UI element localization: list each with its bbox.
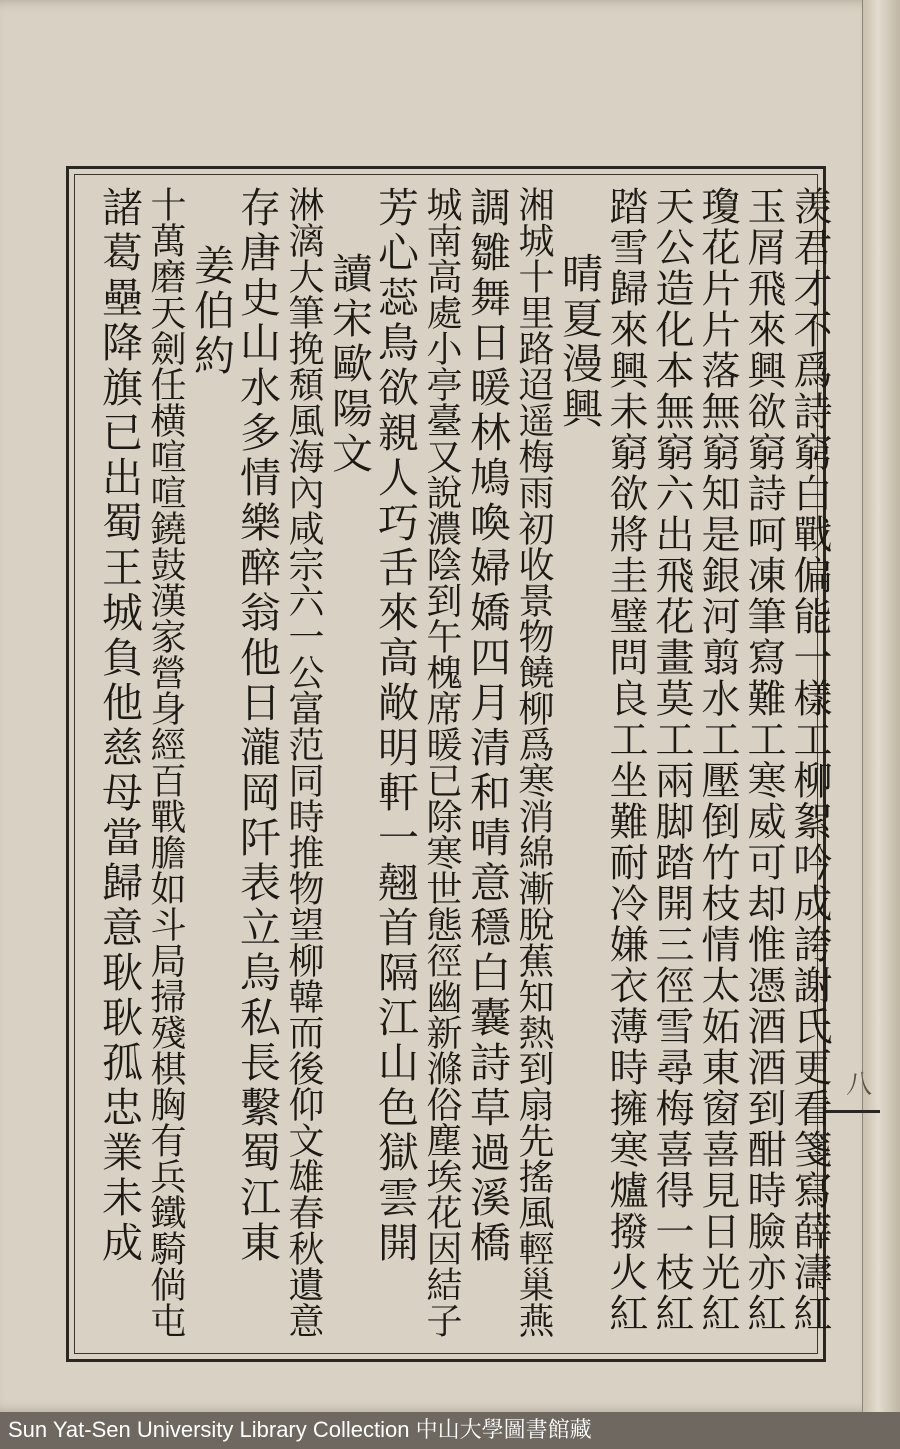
text-column: 湘城十里路迢遥梅雨初收景物饒柳爲寒消綿漸脫蕉知熱到扇先搖風輕巢燕: [513, 186, 554, 1338]
folio-number: 八: [846, 1070, 873, 1100]
text-column: 城南高處小亭臺又說濃陰到午槐席暖已除寒世態徑幽新滌俗塵埃花因結子: [421, 186, 462, 1338]
text-column: 調雛舞日暖林鳩喚婦嬌四月清和晴意穩白囊詩草過溪橋: [463, 186, 511, 1266]
text-column: 踏雪歸來興未窮欲將圭璧問良工坐難耐冷嫌衣薄時擁寒爐撥火紅: [603, 186, 648, 1334]
text-column: 諸葛壘降旗已出蜀王城負他慈母當歸意耿耿孤忠業未成: [95, 186, 143, 1266]
folio-rule: [826, 1110, 880, 1113]
poem-title: 讀宋歐陽文: [325, 252, 373, 477]
page-edge: [862, 0, 900, 1412]
text-column: 玉屑飛來興欲窮詩呵凍筆寫難工寒威可却惟憑酒酒到酣時臉亦紅: [741, 186, 786, 1334]
text-column: 淋漓大筆挽頹風海內咸宗六一公富范同時推物望柳韓而後仰文雄春秋遺意: [283, 186, 324, 1338]
poem-title: 晴夏漫興: [555, 252, 603, 432]
footer-credit: Sun Yat-Sen University Library Collection 中山大學圖書館藏: [8, 1417, 592, 1442]
text-column: 十萬磨天劍任横喧喧鐃鼓漢家營身經百戰膽如斗局掃殘棋胸有兵鐵騎倘屯: [145, 186, 186, 1338]
text-column: 天公造化本無窮六出飛花畫莫工兩脚踏開三徑雪尋梅喜得一枝紅: [649, 186, 694, 1334]
text-column: 芳心蕊鳥欲親人巧舌來高敞明軒一翹首隔江山色獄雲開: [371, 186, 419, 1266]
text-column: 瓊花片片落無窮知是銀河翦水工壓倒竹枝情太妬東窗喜見日光紅: [695, 186, 740, 1334]
text-column: 存唐史山水多情樂醉翁他日瀧岡阡表立烏私長繫蜀江東: [233, 186, 281, 1266]
text-column: 羡君才不爲詩窮白戰偏能一樣工柳絮吟成誇謝氏更看箋寫薛濤紅: [787, 186, 832, 1334]
poem-title: 姜伯約: [187, 244, 235, 379]
